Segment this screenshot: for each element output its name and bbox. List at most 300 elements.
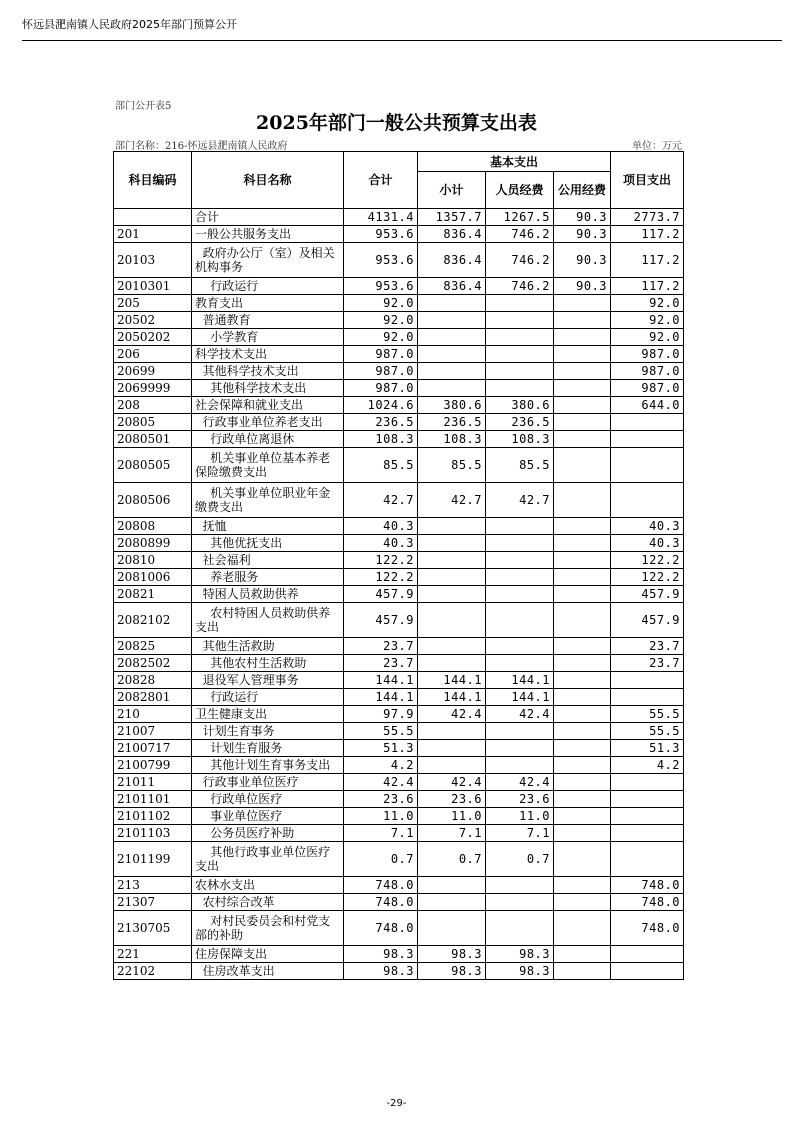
cell-name: 机关事业单位基本养老保险缴费支出 [192,448,344,483]
cell-total: 108.3 [344,431,418,448]
cell-public [554,757,611,774]
cell-name: 教育支出 [192,295,344,312]
table-row [114,329,684,346]
cell-public [554,483,611,518]
cell-name: 特困人员救助供养 [192,586,344,603]
cell-public: 90.3 [554,209,611,226]
cell-subtotal [418,569,486,586]
cell-subtotal [418,757,486,774]
cell-name: 其他农村生活救助 [192,655,344,672]
cell-total: 40.3 [344,518,418,535]
cell-subtotal: 380.6 [418,397,486,414]
cell-project [611,842,684,877]
cell-total: 98.3 [344,963,418,980]
table-row [114,603,684,638]
cell-project [611,414,684,431]
cell-name: 农林水支出 [192,877,344,894]
cell-name: 农村综合改革 [192,894,344,911]
cell-subtotal [418,586,486,603]
cell-public [554,689,611,706]
cell-name: 其他行政事业单位医疗支出 [192,842,344,877]
cell-personnel: 0.7 [486,842,554,877]
cell-code: 20805 [114,414,192,431]
cell-code: 2080505 [114,448,192,483]
cell-subtotal: 836.4 [418,226,486,243]
cell-project: 55.5 [611,706,684,723]
cell-personnel [486,380,554,397]
cell-total: 748.0 [344,911,418,946]
table-row [114,278,684,295]
cell-total: 92.0 [344,329,418,346]
cell-total: 953.6 [344,278,418,295]
cell-name: 住房保障支出 [192,946,344,963]
cell-personnel: 236.5 [486,414,554,431]
table-row [114,448,684,483]
cell-personnel: 1267.5 [486,209,554,226]
cell-personnel [486,346,554,363]
cell-name: 机关事业单位职业年金缴费支出 [192,483,344,518]
cell-project [611,808,684,825]
cell-personnel [486,363,554,380]
budget-table [113,151,684,980]
cell-project: 23.7 [611,638,684,655]
page-header [22,14,782,41]
cell-subtotal: 42.7 [418,483,486,518]
cell-code: 20699 [114,363,192,380]
cell-public [554,877,611,894]
table-row [114,638,684,655]
cell-personnel [486,586,554,603]
cell-subtotal [418,877,486,894]
cell-name: 其他优抚支出 [192,535,344,552]
cell-code: 2130705 [114,911,192,946]
table-row [114,655,684,672]
cell-total: 748.0 [344,894,418,911]
cell-code: 2080899 [114,535,192,552]
cell-subtotal [418,655,486,672]
cell-personnel: 42.7 [486,483,554,518]
table-row [114,483,684,518]
cell-project: 92.0 [611,295,684,312]
cell-public [554,380,611,397]
table-row [114,791,684,808]
cell-project [611,672,684,689]
cell-project: 117.2 [611,226,684,243]
cell-subtotal [418,535,486,552]
cell-public [554,448,611,483]
cell-code: 213 [114,877,192,894]
cell-public [554,295,611,312]
header-personnel: 人员经费 [486,172,554,209]
cell-code: 20502 [114,312,192,329]
cell-personnel [486,723,554,740]
cell-project: 987.0 [611,380,684,397]
cell-personnel [486,740,554,757]
header-subtotal: 小计 [418,172,486,209]
cell-total: 953.6 [344,226,418,243]
cell-total: 457.9 [344,603,418,638]
cell-name: 行政事业单位养老支出 [192,414,344,431]
cell-total: 987.0 [344,363,418,380]
cell-personnel: 98.3 [486,963,554,980]
table-row [114,842,684,877]
table-number: 部门公开表5 [115,101,172,112]
cell-public: 90.3 [554,278,611,295]
cell-subtotal [418,363,486,380]
table-row [114,808,684,825]
cell-name: 农村特困人员救助供养支出 [192,603,344,638]
cell-code: 2082502 [114,655,192,672]
cell-name: 退役军人管理事务 [192,672,344,689]
cell-personnel [486,894,554,911]
cell-code: 2080501 [114,431,192,448]
cell-personnel [486,911,554,946]
cell-code: 2080506 [114,483,192,518]
cell-public [554,431,611,448]
cell-public [554,963,611,980]
cell-total: 953.6 [344,243,418,278]
cell-total: 748.0 [344,877,418,894]
cell-project: 987.0 [611,346,684,363]
cell-total: 42.4 [344,774,418,791]
cell-project: 644.0 [611,397,684,414]
cell-public [554,586,611,603]
cell-total: 4131.4 [344,209,418,226]
cell-name: 一般公共服务支出 [192,226,344,243]
cell-subtotal: 1357.7 [418,209,486,226]
cell-total: 122.2 [344,552,418,569]
cell-project [611,791,684,808]
cell-total: 1024.6 [344,397,418,414]
cell-subtotal: 11.0 [418,808,486,825]
cell-public [554,655,611,672]
table-row [114,518,684,535]
cell-project: 92.0 [611,329,684,346]
table-row [114,740,684,757]
table-row [114,243,684,278]
cell-code: 2010301 [114,278,192,295]
table-row [114,877,684,894]
cell-subtotal: 144.1 [418,689,486,706]
table-row [114,689,684,706]
cell-name: 合计 [192,209,344,226]
table-row [114,946,684,963]
cell-subtotal [418,911,486,946]
cell-project: 55.5 [611,723,684,740]
cell-personnel [486,877,554,894]
cell-total: 457.9 [344,586,418,603]
cell-name: 其他科学技术支出 [192,363,344,380]
cell-name: 事业单位医疗 [192,808,344,825]
cell-personnel: 746.2 [486,243,554,278]
header-name: 科目名称 [192,152,344,209]
cell-subtotal: 0.7 [418,842,486,877]
table-row [114,346,684,363]
cell-project: 748.0 [611,877,684,894]
cell-code: 20808 [114,518,192,535]
table-row [114,380,684,397]
cell-public: 90.3 [554,243,611,278]
table-row [114,226,684,243]
cell-public [554,346,611,363]
table-row [114,312,684,329]
cell-subtotal [418,312,486,329]
cell-personnel: 11.0 [486,808,554,825]
cell-name: 对村民委员会和村党支部的补助 [192,911,344,946]
cell-subtotal: 23.6 [418,791,486,808]
cell-total: 987.0 [344,346,418,363]
cell-total: 55.5 [344,723,418,740]
cell-personnel: 380.6 [486,397,554,414]
cell-subtotal: 42.4 [418,774,486,791]
cell-public [554,946,611,963]
cell-code: 2081006 [114,569,192,586]
cell-code: 2101199 [114,842,192,877]
cell-personnel: 98.3 [486,946,554,963]
cell-public [554,825,611,842]
table-row [114,209,684,226]
cell-public [554,518,611,535]
cell-subtotal: 108.3 [418,431,486,448]
table-row [114,397,684,414]
cell-name: 卫生健康支出 [192,706,344,723]
cell-subtotal: 836.4 [418,278,486,295]
cell-personnel: 746.2 [486,226,554,243]
cell-name: 科学技术支出 [192,346,344,363]
cell-project [611,431,684,448]
cell-subtotal: 98.3 [418,946,486,963]
cell-public [554,312,611,329]
cell-public [554,740,611,757]
cell-project: 4.2 [611,757,684,774]
cell-name: 其他计划生育事务支出 [192,757,344,774]
cell-public [554,791,611,808]
cell-total: 23.7 [344,638,418,655]
cell-code: 2101103 [114,825,192,842]
cell-project [611,825,684,842]
cell-personnel: 85.5 [486,448,554,483]
cell-project [611,946,684,963]
cell-project: 122.2 [611,552,684,569]
cell-subtotal: 7.1 [418,825,486,842]
cell-name: 计划生育事务 [192,723,344,740]
cell-subtotal [418,295,486,312]
cell-name: 行政事业单位医疗 [192,774,344,791]
cell-name: 行政运行 [192,278,344,295]
cell-subtotal: 236.5 [418,414,486,431]
cell-personnel: 42.4 [486,706,554,723]
cell-public [554,569,611,586]
table-row [114,535,684,552]
cell-public [554,414,611,431]
cell-subtotal [418,518,486,535]
cell-code: 20825 [114,638,192,655]
table-row [114,963,684,980]
cell-public [554,397,611,414]
unit-label: 单位：万元 [632,141,682,152]
cell-personnel [486,518,554,535]
cell-name: 养老服务 [192,569,344,586]
table-body [114,209,684,980]
cell-name: 行政单位离退休 [192,431,344,448]
table-row [114,569,684,586]
cell-public [554,774,611,791]
cell-public [554,911,611,946]
cell-code: 205 [114,295,192,312]
cell-code: 2069999 [114,380,192,397]
cell-subtotal: 98.3 [418,963,486,980]
table-row [114,414,684,431]
cell-subtotal [418,740,486,757]
cell-total: 4.2 [344,757,418,774]
cell-project: 40.3 [611,518,684,535]
cell-total: 40.3 [344,535,418,552]
cell-total: 987.0 [344,380,418,397]
cell-project: 23.7 [611,655,684,672]
cell-public [554,535,611,552]
cell-public [554,603,611,638]
cell-subtotal [418,894,486,911]
cell-project [611,774,684,791]
cell-personnel [486,295,554,312]
cell-name: 其他生活救助 [192,638,344,655]
cell-public [554,638,611,655]
cell-name: 社会福利 [192,552,344,569]
cell-name: 小学教育 [192,329,344,346]
cell-code: 21307 [114,894,192,911]
cell-subtotal: 144.1 [418,672,486,689]
cell-public [554,706,611,723]
cell-public [554,723,611,740]
cell-code: 221 [114,946,192,963]
cell-personnel [486,329,554,346]
cell-code [114,209,192,226]
cell-personnel: 42.4 [486,774,554,791]
cell-project: 117.2 [611,278,684,295]
cell-total: 97.9 [344,706,418,723]
table-row [114,586,684,603]
cell-personnel [486,535,554,552]
table-row [114,706,684,723]
cell-personnel [486,757,554,774]
page-number: -29- [386,1098,407,1109]
cell-total: 11.0 [344,808,418,825]
cell-name: 普通教育 [192,312,344,329]
cell-code: 20103 [114,243,192,278]
cell-personnel: 144.1 [486,689,554,706]
cell-personnel: 746.2 [486,278,554,295]
cell-subtotal: 836.4 [418,243,486,278]
department-name: 部门名称：216-怀远县淝南镇人民政府 [115,141,288,152]
cell-personnel [486,552,554,569]
cell-code: 2101101 [114,791,192,808]
cell-name: 社会保障和就业支出 [192,397,344,414]
document-title: 2025年部门一般公共预算支出表 [256,112,537,134]
cell-project: 92.0 [611,312,684,329]
cell-personnel [486,312,554,329]
cell-personnel [486,569,554,586]
cell-project [611,483,684,518]
cell-project: 748.0 [611,911,684,946]
cell-personnel: 144.1 [486,672,554,689]
cell-code: 206 [114,346,192,363]
cell-code: 22102 [114,963,192,980]
header-total: 合计 [344,152,418,209]
cell-total: 122.2 [344,569,418,586]
cell-total: 51.3 [344,740,418,757]
cell-total: 92.0 [344,295,418,312]
page-header-text: 怀远县淝南镇人民政府2025年部门预算公开 [22,18,237,31]
cell-total: 92.0 [344,312,418,329]
cell-code: 201 [114,226,192,243]
header-project: 项目支出 [611,152,684,209]
cell-name: 公务员医疗补助 [192,825,344,842]
cell-project: 51.3 [611,740,684,757]
cell-code: 21011 [114,774,192,791]
cell-code: 20810 [114,552,192,569]
cell-public [554,808,611,825]
cell-project [611,963,684,980]
cell-project: 987.0 [611,363,684,380]
cell-personnel [486,638,554,655]
table-row [114,431,684,448]
cell-subtotal: 85.5 [418,448,486,483]
cell-subtotal [418,723,486,740]
cell-total: 23.6 [344,791,418,808]
cell-name: 行政单位医疗 [192,791,344,808]
cell-public [554,363,611,380]
cell-project [611,689,684,706]
cell-name: 抚恤 [192,518,344,535]
cell-total: 42.7 [344,483,418,518]
cell-total: 236.5 [344,414,418,431]
cell-project: 122.2 [611,569,684,586]
cell-code: 21007 [114,723,192,740]
header-basic: 基本支出 [418,152,611,172]
cell-name: 行政运行 [192,689,344,706]
table-row [114,774,684,791]
cell-name: 住房改革支出 [192,963,344,980]
table-row [114,723,684,740]
cell-code: 20821 [114,586,192,603]
cell-total: 144.1 [344,672,418,689]
table-row [114,825,684,842]
cell-subtotal [418,346,486,363]
cell-public [554,842,611,877]
table-row [114,757,684,774]
table-row [114,672,684,689]
cell-personnel: 7.1 [486,825,554,842]
cell-subtotal: 42.4 [418,706,486,723]
cell-total: 98.3 [344,946,418,963]
cell-personnel [486,603,554,638]
cell-subtotal [418,603,486,638]
cell-code: 2050202 [114,329,192,346]
cell-code: 2100799 [114,757,192,774]
cell-project: 457.9 [611,586,684,603]
table-row [114,911,684,946]
cell-project: 40.3 [611,535,684,552]
cell-subtotal [418,638,486,655]
cell-personnel [486,655,554,672]
table-row [114,894,684,911]
cell-name: 其他科学技术支出 [192,380,344,397]
cell-code: 210 [114,706,192,723]
cell-project: 117.2 [611,243,684,278]
cell-project [611,448,684,483]
cell-public: 90.3 [554,226,611,243]
cell-total: 144.1 [344,689,418,706]
